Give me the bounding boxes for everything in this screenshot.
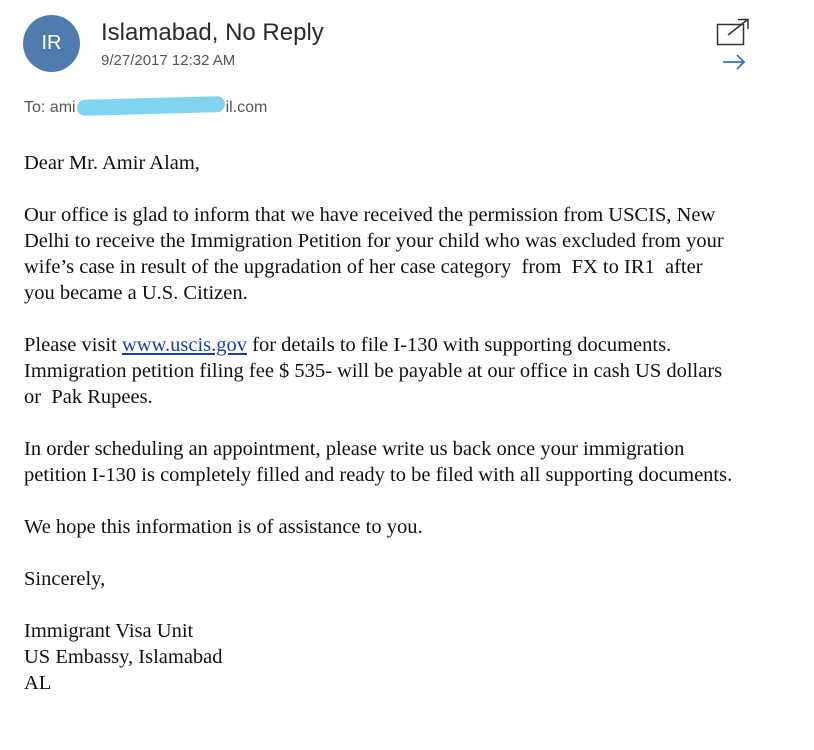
paragraph-hope: We hope this information is of assistance to you. — [24, 516, 423, 538]
paragraph-instructions — [24, 332, 804, 410]
closing: Sincerely, — [24, 568, 106, 590]
sender-avatar: IR — [23, 15, 80, 72]
body-line: or Pak Rupees. — [24, 386, 153, 408]
body-line: petition I-130 is completely filled and ready to be filed with all supporting documents. — [24, 464, 733, 486]
email-body — [24, 150, 804, 722]
to-label: To: — [24, 99, 46, 116]
signature-line: Immigrant Visa Unit — [24, 620, 194, 642]
forward-arrow-icon[interactable] — [718, 52, 748, 72]
body-line: Immigration petition filing fee $ 535- will be payable at our office in cash US dollars — [24, 360, 723, 382]
body-line: In order scheduling an appointment, please write us back once your immigration — [24, 438, 685, 460]
paragraph-scheduling — [24, 436, 804, 488]
signature — [24, 618, 804, 696]
paragraph-permission — [24, 202, 804, 306]
signature-line: US Embassy, Islamabad — [24, 646, 223, 668]
body-line: Our office is glad to inform that we have received the permission from USCIS, New — [24, 204, 716, 226]
body-line: you became a U.S. Citizen. — [24, 282, 248, 304]
body-line: wife’s case in result of the upgradation of her case category from FX to IR1 after — [24, 256, 703, 278]
body-line — [24, 332, 804, 358]
greeting: Dear Mr. Amir Alam, — [24, 152, 200, 174]
text-before-link: Please visit — [24, 334, 122, 356]
sender-name[interactable]: Islamabad, No Reply — [101, 19, 324, 46]
signature-line: AL — [24, 672, 52, 694]
body-line: Delhi to receive the Immigration Petition for your child who was excluded from your — [24, 230, 724, 252]
recipient-email-suffix: il.com — [225, 99, 268, 116]
uscis-link[interactable]: www.uscis.gov — [121, 334, 248, 356]
email-timestamp: 9/27/2017 12:32 AM — [101, 52, 236, 69]
popout-window-icon[interactable] — [716, 18, 750, 46]
recipient-row — [24, 98, 267, 117]
recipient-email-prefix: ami — [49, 99, 76, 116]
text-after-link: for details to file I-130 with supporting documents. — [247, 334, 672, 356]
redaction-mark — [76, 96, 224, 116]
